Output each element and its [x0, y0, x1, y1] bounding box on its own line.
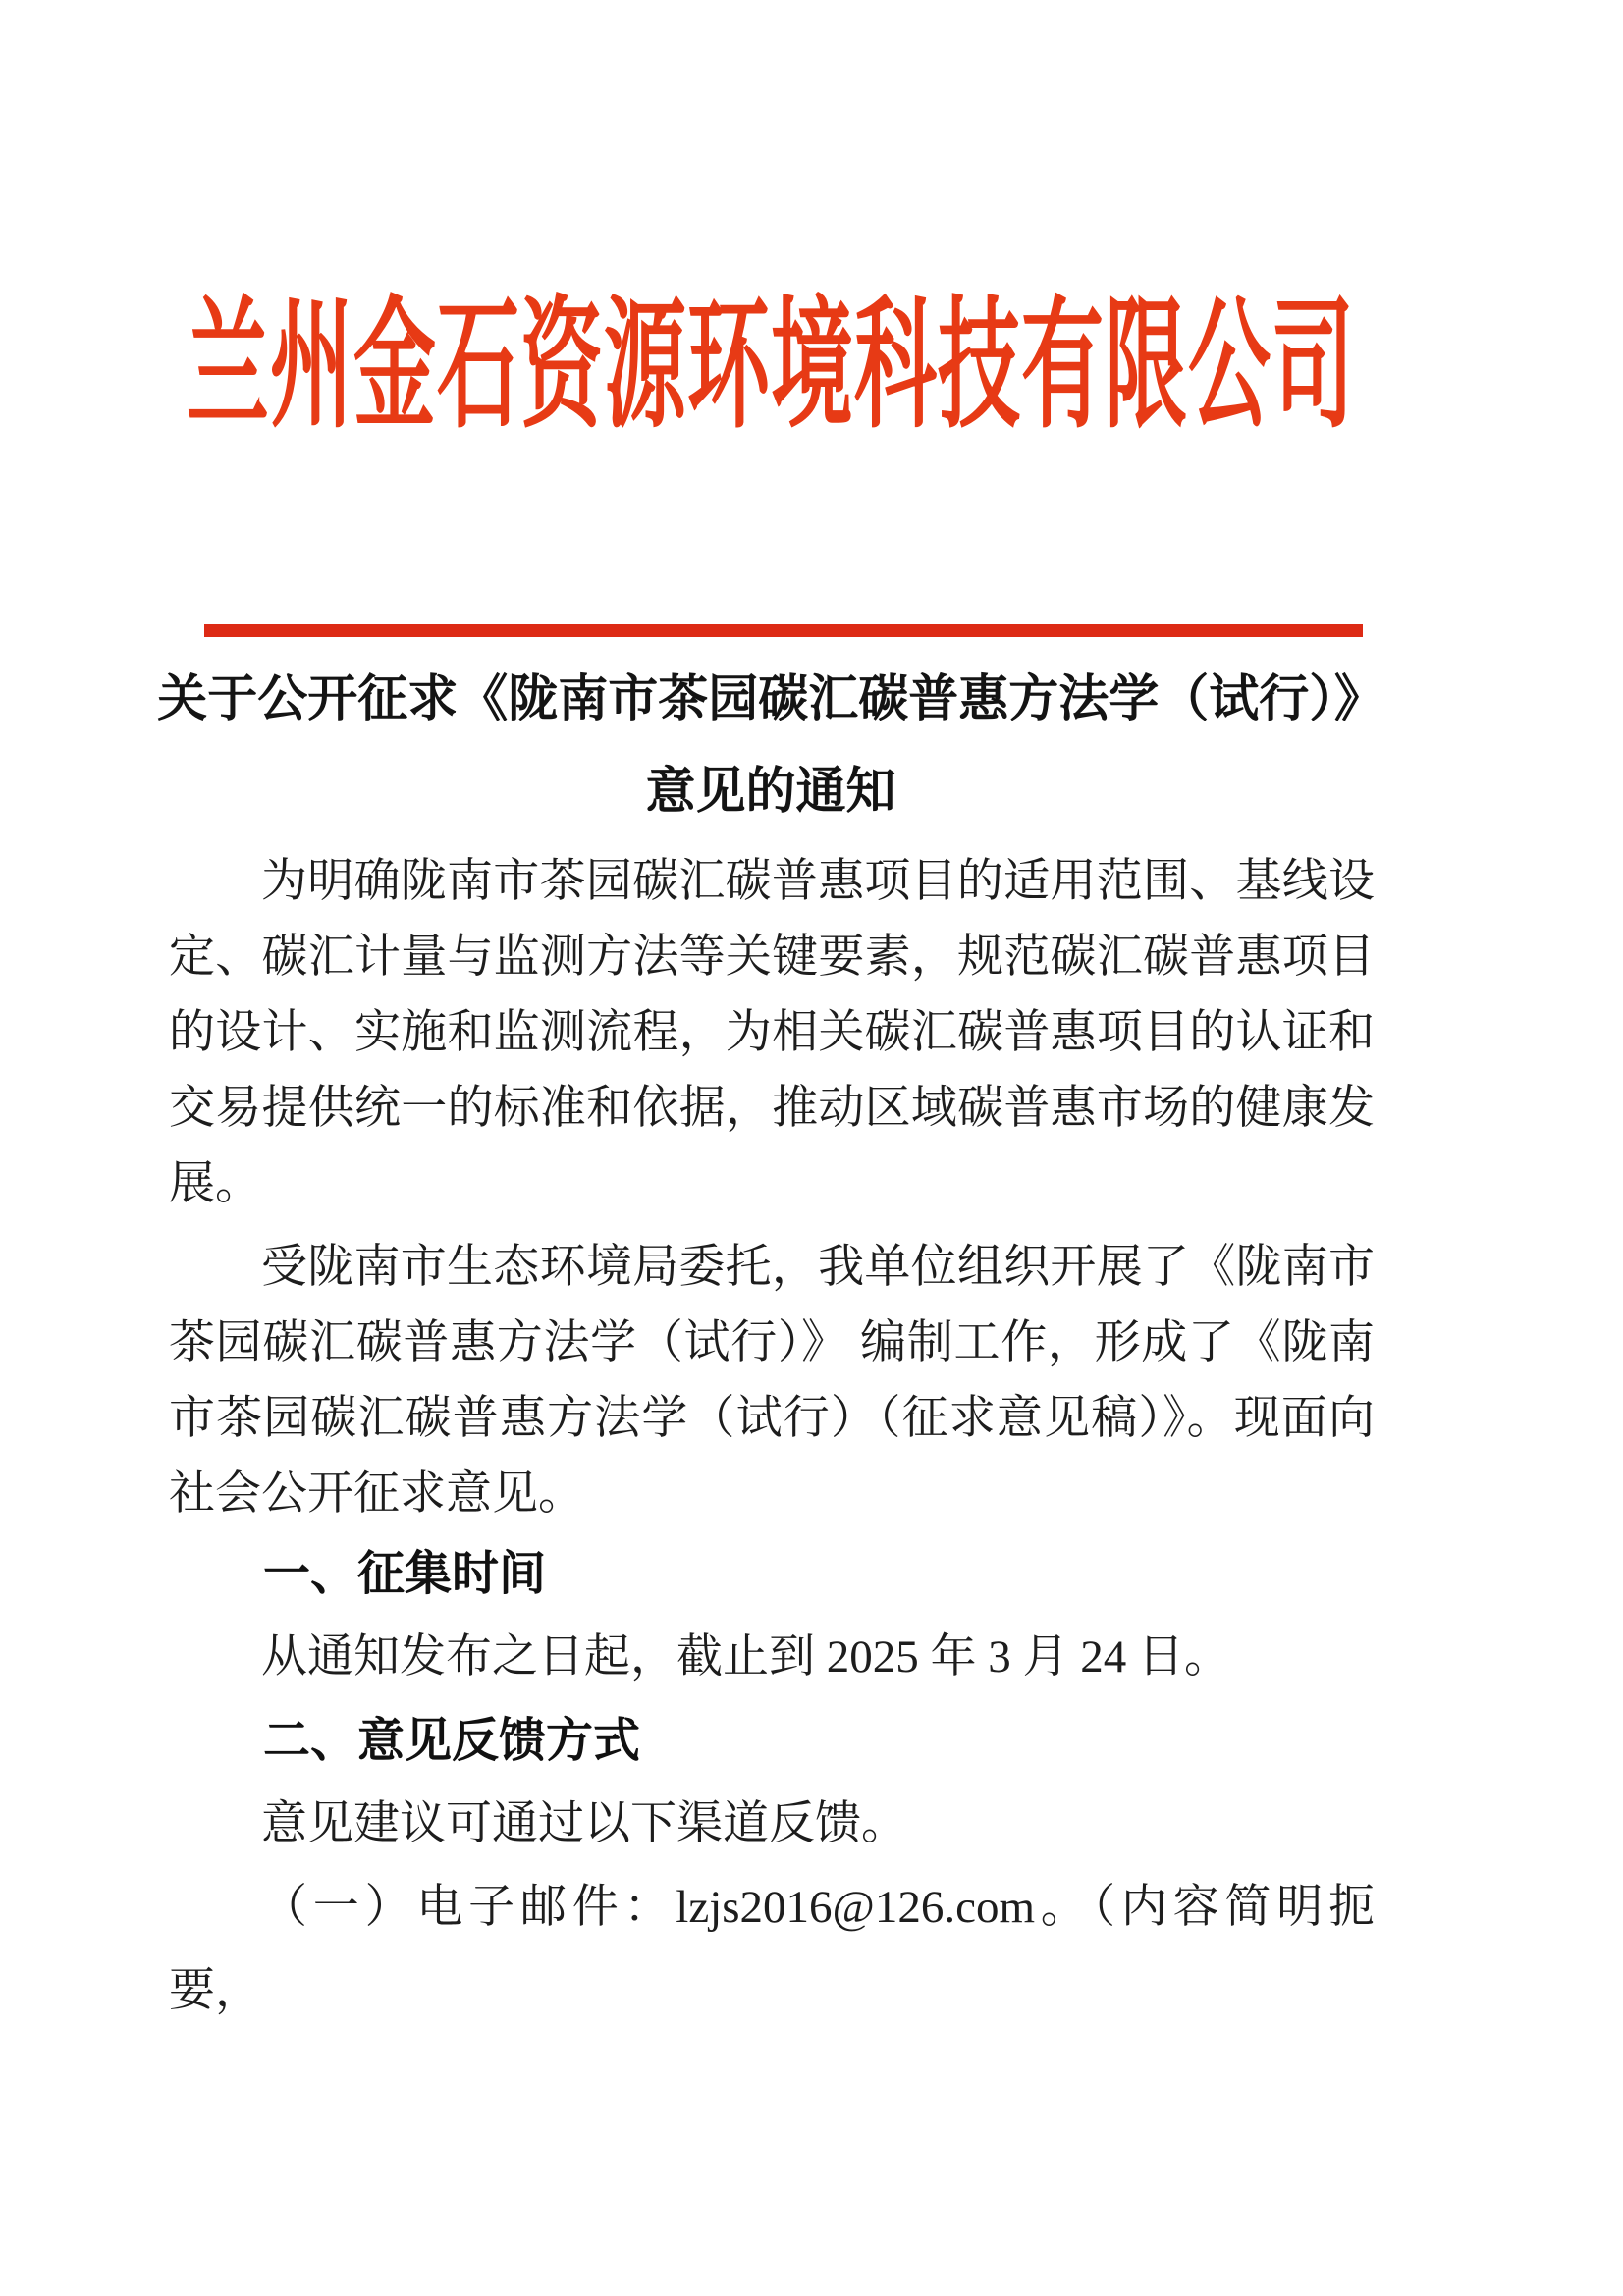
- section-2-intro: 意见建议可通过以下渠道反馈。: [261, 1798, 907, 1849]
- section-2-item-email: （一）电子邮件：lzjs2016@126.com。（内容简明扼要，: [169, 1882, 1375, 2016]
- letterhead-red-divider: [204, 624, 1363, 637]
- letterhead-company-name: 兰州金石资源环境科技有限公司: [186, 289, 1355, 447]
- section-1-heading: 一、征集时间: [263, 1548, 547, 1600]
- section-2-heading: 二、意见反馈方式: [263, 1715, 641, 1767]
- notice-title: [157, 654, 1384, 838]
- notice-body: [169, 844, 1375, 2033]
- notice-paragraph-1: 为明确陇南市茶园碳汇碳普惠项目的适用范围、基线设定、碳汇计量与监测方法等关键要素，规范碳汇碳普惠项目的设计、实施和监测流程，为相关碳汇碳普惠项目的认证和交易提供统一的标准和依据，推动区域碳普惠市场的健康发展。: [169, 856, 1375, 1209]
- notice-title-line1: 关于公开征求《陇南市茶园碳汇碳普惠方法学（试行）》: [157, 672, 1384, 727]
- notice-title-line2: 意见的通知: [645, 765, 896, 820]
- section-1-body: 从通知发布之日起，截止到 2025 年 3 月 24 日。: [261, 1631, 1230, 1682]
- notice-paragraph-2: 受陇南市生态环境局委托，我单位组织开展了《陇南市茶园碳汇碳普惠方法学（试行）》 编制工作，形成了《陇南市茶园碳汇碳普惠方法学（试行）（征求意见稿）》。现面向社会公开征求意见。: [169, 1242, 1375, 1520]
